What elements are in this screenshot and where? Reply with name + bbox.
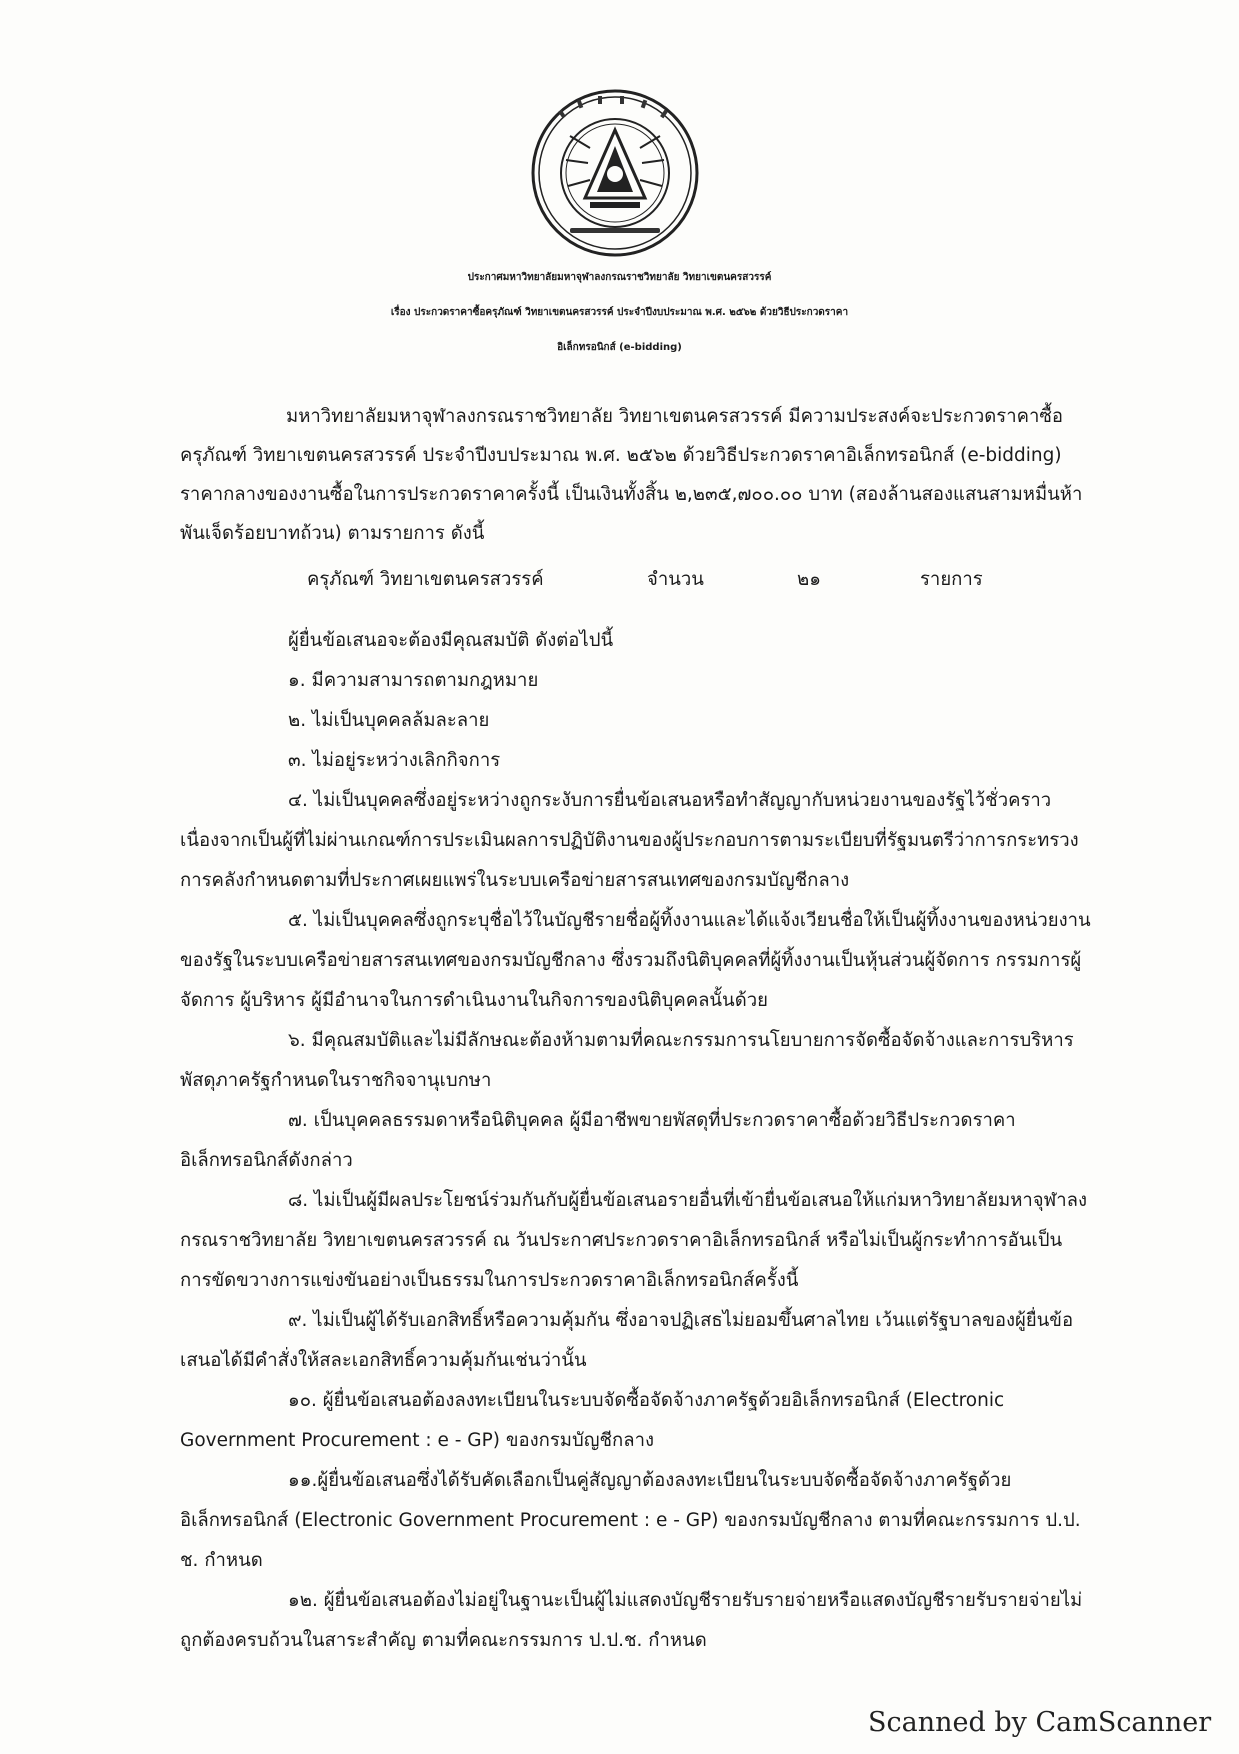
qualification-item-cont: กรณราชวิทยาลัย วิทยาเขตนครสวรรค์ ณ วันประกาศประกวดราคาอิเล็กทรอนิกส์ หรือไม่เป็นผู้กระทำการอันเป็น — [180, 1230, 1063, 1251]
university-seal-icon — [530, 88, 700, 258]
qualification-item-cont: การคลังกำหนดตามที่ประกาศเผยแพร่ในระบบเครือข่ายสารสนเทศของกรมบัญชีกลาง — [180, 870, 850, 891]
item-name: ครุภัณฑ์ วิทยาเขตนครสวรรค์ — [307, 569, 544, 590]
quantity-value: ๒๑ — [797, 569, 821, 590]
qualification-item: ๑. มีความสามารถตามกฎหมาย — [288, 670, 539, 691]
qualification-item-cont: จัดการ ผู้บริหาร ผู้มีอำนาจในการดำเนินงานในกิจการของนิติบุคคลนั้นด้วย — [180, 990, 768, 1011]
announcement-subject: เรื่อง ประกวดราคาซื้อครุภัณฑ์ วิทยาเขตนครสวรรค์ ประจำปีงบประมาณ พ.ศ. ๒๕๖๒ ด้วยวิธีประกวดราคา — [390, 307, 849, 318]
intro-line: พันเจ็ดร้อยบาทถ้วน) ตามรายการ ดังนี้ — [180, 523, 485, 544]
quantity-unit: รายการ — [920, 569, 983, 590]
qualification-item-cont: อิเล็กทรอนิกส์ (Electronic Government Procurement : e - GP) ของกรมบัญชีกลาง ตามที่คณะกรรมการ ป.ป. — [180, 1510, 1081, 1531]
announcement-title: ประกาศมหาวิทยาลัยมหาจุฬาลงกรณราชวิทยาลัย วิทยาเขตนครสวรรค์ — [467, 272, 772, 283]
announcement-subject-cont: อิเล็กทรอนิกส์ (e-bidding) — [557, 342, 682, 353]
qualifications-heading: ผู้ยื่นข้อเสนอจะต้องมีคุณสมบัติ ดังต่อไปนี้ — [288, 630, 614, 651]
intro-line: ราคากลางของงานซื้อในการประกวดราคาครั้งนี้ เป็นเงินทั้งสิ้น ๒,๒๓๕,๗๐๐.๐๐ บาท (สองล้านสองแสนสามหมื่นห้า — [180, 484, 1083, 505]
qualification-item: ๓. ไม่อยู่ระหว่างเลิกกิจการ — [288, 750, 501, 771]
qualification-item-cont: เนื่องจากเป็นผู้ที่ไม่ผ่านเกณฑ์การประเมินผลการปฏิบัติงานของผู้ประกอบการตามระเบียบที่รัฐมนตรีว่าการกระทรวง — [180, 830, 1079, 851]
scanner-watermark: Scanned by CamScanner — [868, 1707, 1212, 1738]
qualification-item: ๑๐. ผู้ยื่นข้อเสนอต้องลงทะเบียนในระบบจัดซื้อจัดจ้างภาครัฐด้วยอิเล็กทรอนิกส์ (Electronic — [288, 1390, 1005, 1411]
qualification-item-cont: อิเล็กทรอนิกส์ดังกล่าว — [180, 1150, 353, 1171]
qualification-item-cont: พัสดุภาครัฐกำหนดในราชกิจจานุเบกษา — [180, 1070, 492, 1091]
qualification-item: ๖. มีคุณสมบัติและไม่มีลักษณะต้องห้ามตามที่คณะกรรมการนโยบายการจัดซื้อจัดจ้างและการบริหาร — [288, 1030, 1074, 1051]
qualification-item: ๒. ไม่เป็นบุคคลล้มละลาย — [288, 710, 490, 731]
qualification-item-cont: ถูกต้องครบถ้วนในสาระสำคัญ ตามที่คณะกรรมการ ป.ป.ช. กำหนด — [180, 1630, 707, 1651]
qualification-item-cont: ของรัฐในระบบเครือข่ายสารสนเทศของกรมบัญชีกลาง ซึ่งรวมถึงนิติบุคคลที่ผู้ทิ้งงานเป็นหุ้นส่วนผู้จัดการ กรรมการผู้ — [180, 950, 1082, 971]
qualification-item: ๔. ไม่เป็นบุคคลซึ่งอยู่ระหว่างถูกระงับการยื่นข้อเสนอหรือทำสัญญากับหน่วยงานของรัฐไว้ชั่วคราว — [288, 790, 1052, 811]
qualification-item-cont: ช. กำหนด — [180, 1550, 263, 1571]
qualification-item-cont: Government Procurement : e - GP) ของกรมบัญชีกลาง — [180, 1430, 655, 1451]
qualification-item: ๙. ไม่เป็นผู้ได้รับเอกสิทธิ์หรือความคุ้มกัน ซึ่งอาจปฏิเสธไม่ยอมขึ้นศาลไทย เว้นแต่รัฐบาลของผู้ยื่นข้อ — [288, 1310, 1074, 1331]
qualification-item: ๗. เป็นบุคคลธรรมดาหรือนิติบุคคล ผู้มีอาชีพขายพัสดุที่ประกวดราคาซื้อด้วยวิธีประกวดราคา — [288, 1110, 1016, 1131]
qualification-item-cont: การขัดขวางการแข่งขันอย่างเป็นธรรมในการประกวดราคาอิเล็กทรอนิกส์ครั้งนี้ — [180, 1270, 799, 1291]
qualification-item: ๘. ไม่เป็นผู้มีผลประโยชน์ร่วมกันกับผู้ยื่นข้อเสนอรายอื่นที่เข้ายื่นข้อเสนอให้แก่มหาวิทยาลัยมหาจุฬาลง — [288, 1190, 1088, 1211]
quantity-label: จำนวน — [647, 569, 704, 590]
qualification-item: ๑๒. ผู้ยื่นข้อเสนอต้องไม่อยู่ในฐานะเป็นผู้ไม่แสดงบัญชีรายรับรายจ่ายหรือแสดงบัญชีรายรับรายจ่ายไม่ — [288, 1590, 1083, 1611]
qualification-item: ๑๑.ผู้ยื่นข้อเสนอซึ่งได้รับคัดเลือกเป็นคู่สัญญาต้องลงทะเบียนในระบบจัดซื้อจัดจ้างภาครัฐด้วย — [288, 1470, 1012, 1491]
qualification-item: ๕. ไม่เป็นบุคคลซึ่งถูกระบุชื่อไว้ในบัญชีรายชื่อผู้ทิ้งงานและได้แจ้งเวียนชื่อให้เป็นผู้ทิ้งงานของหน่วยงาน — [288, 910, 1091, 931]
qualification-item-cont: เสนอได้มีคำสั่งให้สละเอกสิทธิ์ความคุ้มกันเช่นว่านั้น — [180, 1350, 587, 1371]
intro-line: ครุภัณฑ์ วิทยาเขตนครสวรรค์ ประจำปีงบประมาณ พ.ศ. ๒๕๖๒ ด้วยวิธีประกวดราคาอิเล็กทรอนิกส์ (e-bidding) — [180, 445, 1062, 466]
intro-line: มหาวิทยาลัยมหาจุฬาลงกรณราชวิทยาลัย วิทยาเขตนครสวรรค์ มีความประสงค์จะประกวดราคาซื้อ — [286, 406, 1064, 427]
